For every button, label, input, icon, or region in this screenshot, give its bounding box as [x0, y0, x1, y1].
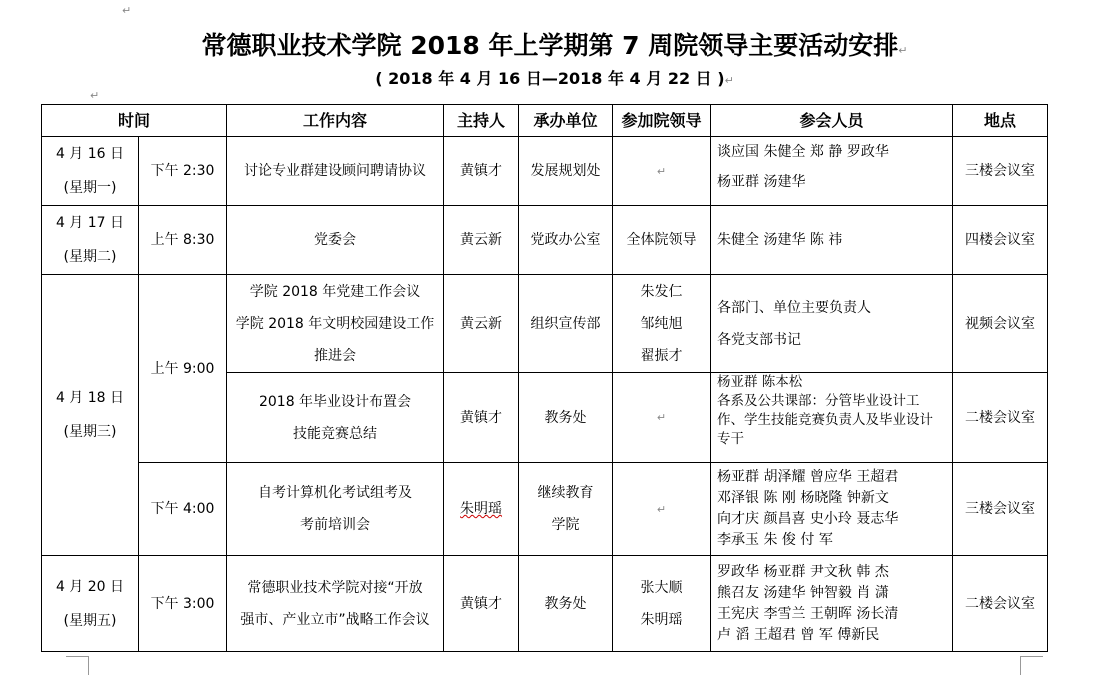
host-cell: 黄云新: [444, 206, 519, 275]
table-row: [42, 206, 1048, 275]
host-cell: 黄镇才: [444, 556, 519, 652]
place-cell: 三楼会议室: [953, 137, 1048, 206]
attendees-cell: 朱健全 汤建华 陈 祎: [711, 206, 953, 275]
time-cell: 下午 3:00: [139, 556, 227, 652]
host-cell: 黄镇才: [444, 137, 519, 206]
place-cell: 视频会议室: [953, 275, 1048, 373]
table-row: [42, 463, 1048, 556]
content-cell: 2018 年毕业设计布置会 技能竞赛总结: [227, 373, 444, 463]
unit-cell: 教务处: [519, 556, 613, 652]
attendees-cell: 谈应国 朱健全 郑 静 罗政华 杨亚群 汤建华: [711, 137, 953, 206]
header-host: 主持人: [444, 105, 519, 137]
host-cell: 黄云新: [444, 275, 519, 373]
header-time: 时间: [42, 105, 227, 137]
time-cell: 下午 4:00: [139, 463, 227, 556]
content-cell: 常德职业技术学院对接“开放 强市、产业立市”战略工作会议: [227, 556, 444, 652]
page-title: 常德职业技术学院 2018 年上学期第 7 周院领导主要活动安排↵: [201, 31, 908, 60]
unit-cell: 继续教育 学院: [519, 463, 613, 556]
paragraph-mark-icon: ↵: [122, 4, 132, 17]
header-unit: 承办单位: [519, 105, 613, 137]
content-cell: 党委会: [227, 206, 444, 275]
day-cell: 4 月 17 日 (星期二): [42, 206, 139, 275]
table-row: [42, 137, 1048, 206]
leaders-cell: 张大顺 朱明瑶: [613, 556, 711, 652]
content-cell: 讨论专业群建设顾问聘请协议: [227, 137, 444, 206]
page-subtitle: ( 2018 年 4 月 16 日—2018 年 4 月 22 日 )↵: [375, 69, 734, 88]
page-corner-mark: [1020, 656, 1043, 675]
unit-cell: 组织宣传部: [519, 275, 613, 373]
day-cell: 4 月 20 日 (星期五): [42, 556, 139, 652]
attendees-cell: 杨亚群 胡泽耀 曾应华 王超君 邓泽银 陈 刚 杨晓隆 钟新文 向才庆 颜昌喜 史小玲 聂志华 李承玉 朱 俊 付 军: [711, 463, 953, 556]
header-leaders: 参加院领导: [613, 105, 711, 137]
paragraph-mark-icon: ↵: [90, 89, 100, 102]
host-cell: 朱明瑶: [444, 463, 519, 556]
unit-cell: 党政办公室: [519, 206, 613, 275]
leaders-cell: ↵: [613, 137, 711, 206]
day-cell: 4 月 18 日 (星期三): [42, 275, 139, 556]
leaders-cell: 全体院领导: [613, 206, 711, 275]
content-cell: 自考计算机化考试组考及 考前培训会: [227, 463, 444, 556]
unit-cell: 教务处: [519, 373, 613, 463]
host-cell: 黄镇才: [444, 373, 519, 463]
place-cell: 四楼会议室: [953, 206, 1048, 275]
content-cell: 学院 2018 年党建工作会议 学院 2018 年文明校园建设工作 推进会: [227, 275, 444, 373]
attendees-cell: 各部门、单位主要负责人 各党支部书记: [711, 275, 953, 373]
place-cell: 二楼会议室: [953, 373, 1048, 463]
time-cell: 上午 8:30: [139, 206, 227, 275]
day-cell: 4 月 16 日 (星期一): [42, 137, 139, 206]
attendees-cell: 罗政华 杨亚群 尹文秋 韩 杰 熊召友 汤建华 钟智毅 肖 潇 王宪庆 李雪兰 王朝晖 汤长清 卢 滔 王超君 曾 军 傅新民: [711, 556, 953, 652]
place-cell: 二楼会议室: [953, 556, 1048, 652]
header-row: [42, 105, 1048, 137]
time-cell: 上午 9:00: [139, 275, 227, 463]
place-cell: 三楼会议室: [953, 463, 1048, 556]
leaders-cell: 朱发仁 邹纯旭 翟振才: [613, 275, 711, 373]
header-place: 地点: [953, 105, 1048, 137]
table-row: [42, 275, 1048, 373]
schedule-table: [41, 104, 1048, 652]
table-row: [42, 556, 1048, 652]
leaders-cell: ↵: [613, 463, 711, 556]
header-content: 工作内容: [227, 105, 444, 137]
time-cell: 下午 2:30: [139, 137, 227, 206]
leaders-cell: ↵: [613, 373, 711, 463]
page-corner-mark: [66, 656, 89, 675]
unit-cell: 发展规划处: [519, 137, 613, 206]
header-attendees: 参会人员: [711, 105, 953, 137]
attendees-cell: 杨亚群 陈本松 各系及公共课部：分管毕业设计工 作、学生技能竞赛负责人及毕业设计 专干: [711, 373, 953, 463]
